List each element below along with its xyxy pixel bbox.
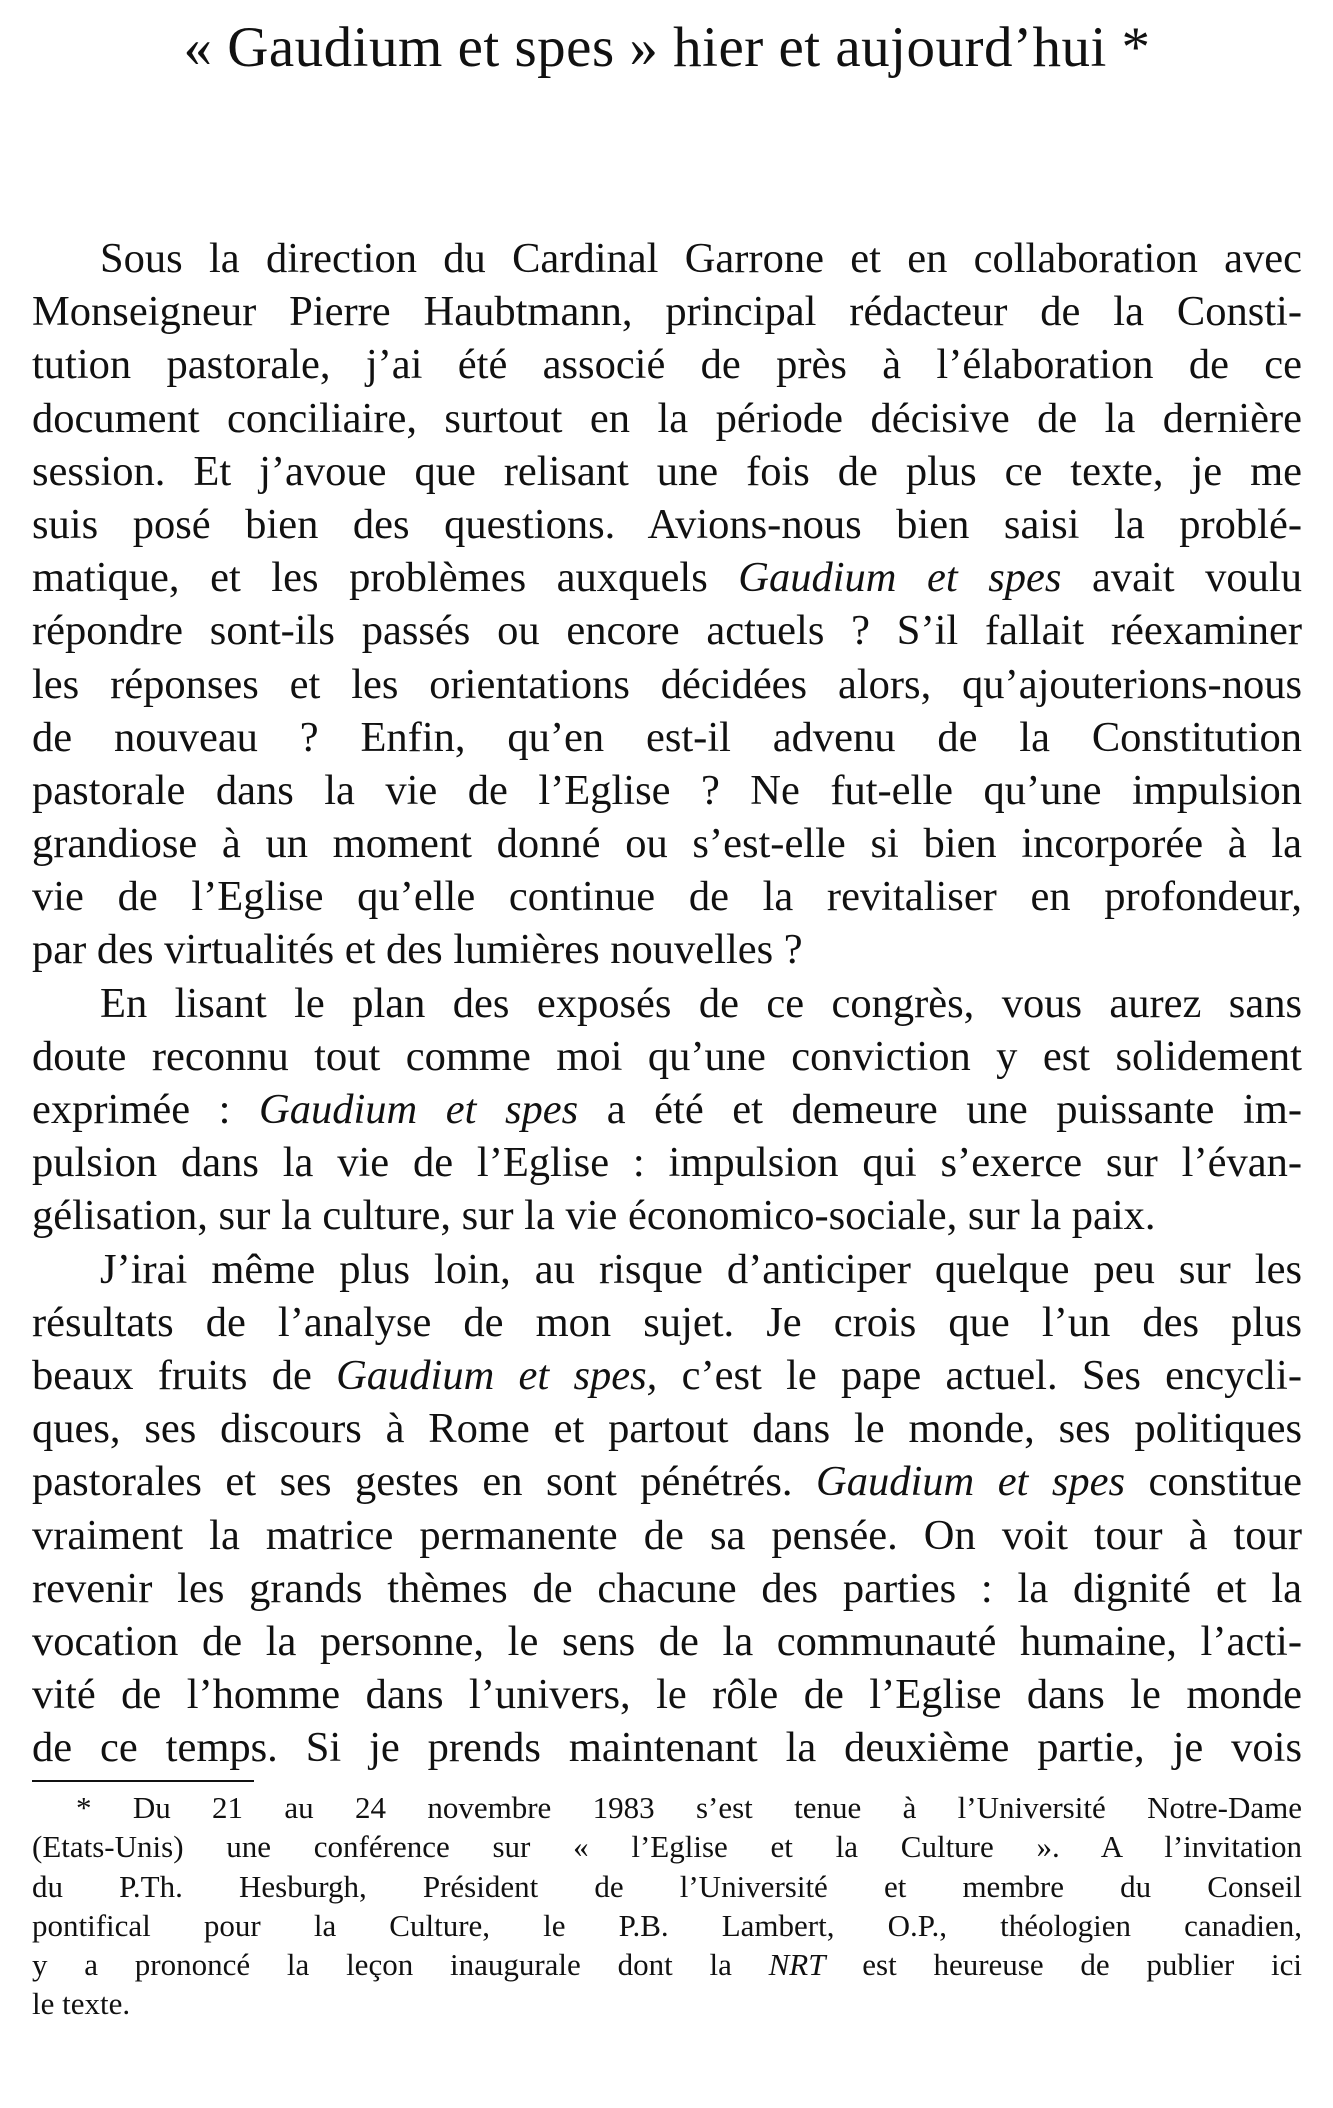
body-line (32, 1455, 1302, 1508)
footnote-line: (Etats-Unis) une conférence sur « l’Eglise et la Culture ». A l’invitation (32, 1829, 1302, 1865)
body-text-segment: matique, et les problèmes auxquels (32, 554, 739, 602)
italic-title: Gaudium et spes, (336, 1351, 658, 1399)
body-text-segment: a été et demeure une puissante im- (578, 1086, 1302, 1133)
body-line: grandiose à un moment donné ou s’est-elle si bien incorporée à la (32, 820, 1302, 868)
body-text-segment: exprimée : (32, 1086, 260, 1133)
body-line (32, 551, 1302, 604)
body-line: les réponses et les orientations décidées alors, qu’ajouterions-nous (32, 660, 1302, 708)
footnote-text-segment: est heureuse de publier ici (825, 1947, 1302, 1983)
body-line: suis posé bien des questions. Avions-nous bien saisi la problé- (32, 500, 1302, 548)
body-line: pulsion dans la vie de l’Eglise : impulsion qui s’exerce sur l’évan- (32, 1139, 1302, 1187)
body-line: session. Et j’avoue que relisant une fois de plus ce texte, je me (32, 447, 1302, 495)
italic-title: Gaudium et spes (259, 1086, 579, 1133)
footnote-line: pontifical pour la Culture, le P.B. Lambert, O.P., théologien canadien, (32, 1907, 1302, 1943)
article-title: « Gaudium et spes » hier et aujourd’hui * (183, 16, 1151, 79)
body-line: de nouveau ? Enfin, qu’en est-il advenu de la Constitution (32, 713, 1302, 761)
body-line: vocation de la personne, le sens de la communauté humaine, l’acti- (32, 1617, 1302, 1665)
body-text-segment: avait voulu (1061, 554, 1302, 602)
body-line: document conciliaire, surtout en la période décisive de la dernière (32, 394, 1302, 442)
footnote-line: * Du 21 au 24 novembre 1983 s’est tenue à l’Université Notre-Dame (76, 1790, 1302, 1825)
body-line: gélisation, sur la culture, sur la vie économico-sociale, sur la paix. (32, 1192, 1156, 1240)
italic-title: Gaudium et spes (738, 554, 1062, 602)
body-text-segment: constitue (1125, 1458, 1302, 1506)
body-line: vie de l’Eglise qu’elle continue de la revitaliser en profondeur, (32, 873, 1302, 921)
italic-abbreviation: NRT (768, 1947, 826, 1983)
body-line: tution pastorale, j’ai été associé de près à l’élaboration de ce (32, 341, 1302, 389)
body-line (32, 1083, 1302, 1136)
footnote (32, 1788, 1302, 2024)
body-line: répondre sont-ils passés ou encore actuels ? S’il fallait réexaminer (32, 607, 1302, 655)
body-line: doute reconnu tout comme moi qu’une conviction y est solidement (32, 1032, 1302, 1080)
body-line: ques, ses discours à Rome et partout dans le monde, ses politiques (32, 1405, 1302, 1453)
article-body (32, 232, 1302, 1774)
body-line: Monseigneur Pierre Haubtmann, principal rédacteur de la Consti- (32, 288, 1302, 336)
footnote-line (32, 1945, 1302, 1984)
body-line (32, 1349, 1302, 1402)
body-line: par des virtualités et des lumières nouvelles ? (32, 926, 803, 974)
body-line: J’irai même plus loin, au risque d’anticiper quelque peu sur les (100, 1245, 1302, 1293)
body-line: vraiment la matrice permanente de sa pensée. On voit tour à tour (32, 1511, 1302, 1559)
article-page (32, 0, 1302, 2108)
body-text-segment: beaux fruits de (32, 1351, 337, 1399)
body-line: résultats de l’analyse de mon sujet. Je crois que l’un des plus (32, 1298, 1302, 1346)
body-line: En lisant le plan des exposés de ce congrès, vous aurez sans (100, 979, 1302, 1027)
footnote-line: le texte. (32, 1986, 131, 2022)
body-text-segment: pastorales et ses gestes en sont pénétrés. (32, 1458, 817, 1506)
body-line: vité de l’homme dans l’univers, le rôle de l’Eglise dans le monde (32, 1671, 1302, 1719)
italic-title: Gaudium et spes (816, 1458, 1126, 1506)
body-line: de ce temps. Si je prends maintenant la deuxième partie, je vois (32, 1724, 1302, 1772)
body-line: pastorale dans la vie de l’Eglise ? Ne fut-elle qu’une impulsion (32, 766, 1302, 814)
body-text-segment: c’est le pape actuel. Ses encycli- (657, 1351, 1302, 1399)
footnote-text-segment: y a prononcé la leçon inaugurale dont la (32, 1947, 769, 1983)
body-line: Sous la direction du Cardinal Garrone et en collaboration avec (100, 235, 1302, 282)
footnote-divider (32, 1780, 254, 1782)
body-line: revenir les grands thèmes de chacune des parties : la dignité et la (32, 1564, 1302, 1612)
footnote-line: du P.Th. Hesburgh, Président de l’Université et membre du Conseil (32, 1868, 1302, 1904)
